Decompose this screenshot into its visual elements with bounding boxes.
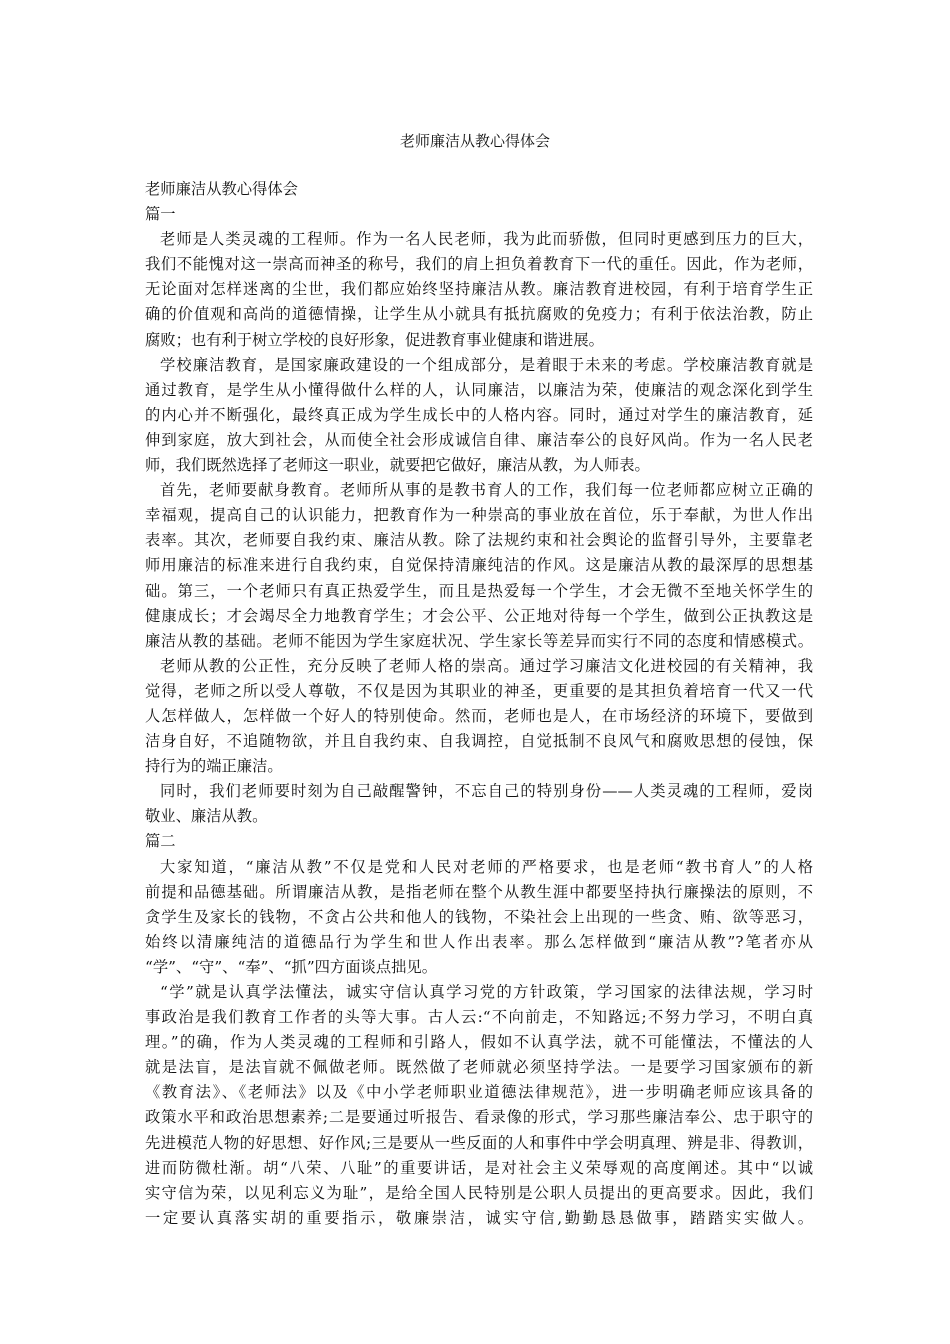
paragraph-line: 始终以清廉纯洁的道德品行为学生和世人作出表率。那么怎样做到“廉洁从教”?笔者亦从	[145, 932, 813, 951]
paragraph-line: 廉洁从教的基础。老师不能因为学生家庭状况、学生家长等差异而实行不同的态度和情感模式。	[145, 631, 813, 650]
paragraph-line: 础。第三，一个老师只有真正热爱学生，而且是热爱每一个学生，才会无微不至地关怀学生的	[145, 581, 813, 600]
paragraph-line: 实守信为荣，以见利忘义为耻”，是给全国人民特别是公职人员提出的更高要求。因此，我们	[145, 1183, 813, 1202]
paragraph-line: 先进模范人物的好思想、好作风;三是要从一些反面的人和事件中学会明真理、辨是非、得教训，	[145, 1133, 813, 1152]
paragraph-line: “学”就是认真学法懂法，诚实守信认真学习党的方针政策，学习国家的法律法规，学习时	[160, 983, 813, 1001]
paragraph-line: 大家知道，“廉洁从教”不仅是党和人民对老师的严格要求，也是老师“教书育人”的人格	[160, 857, 813, 876]
paragraph-line: 确的价值观和高尚的道德情操，让学生从小就具有抵抗腐败的免疫力；有利于依法治教，防止	[145, 305, 813, 324]
section-label: 篇二	[145, 832, 176, 851]
paragraph-line: 我们不能愧对这一崇高而神圣的称号，我们的肩上担负着教育下一代的重任。因此，作为老师，	[145, 255, 813, 274]
paragraph-line: 学校廉洁教育，是国家廉政建设的一个组成部分，是着眼于未来的考虑。学校廉洁教育就是	[160, 355, 813, 374]
document-heading: 老师廉洁从教心得体会	[145, 180, 298, 198]
paragraph-line: 通过教育，是学生从小懂得做什么样的人，认同廉洁，以廉洁为荣，使廉洁的观念深化到学生	[145, 380, 813, 399]
paragraph-line: 师，我们既然选择了老师这一职业，就要把它做好，廉洁从教，为人师表。	[145, 456, 650, 475]
paragraph-line: 持行为的端正廉洁。	[145, 757, 283, 776]
paragraph-line: 理。”的确，作为人类灵魂的工程师和引路人，假如不认真学法，就不可能懂法，不懂法的人	[145, 1033, 813, 1052]
paragraph-line: 一定要认真落实胡的重要指示，敬廉崇洁，诚实守信,勤勤恳恳做事，踏踏实实做人。	[145, 1208, 813, 1227]
paragraph-line: 老师从教的公正性，充分反映了老师人格的崇高。通过学习廉洁文化进校园的有关精神，我	[160, 656, 813, 675]
paragraph-line: 事政治是我们教育工作者的头等大事。古人云:“不向前走，不知路远;不努力学习，不明白真	[145, 1008, 813, 1027]
paragraph-line: 老师是人类灵魂的工程师。作为一名人民老师，我为此而骄傲，但同时更感到压力的巨大，	[160, 230, 813, 249]
paragraph-line: 就是法盲，是法盲就不佩做老师。既然做了老师就必须坚持学法。一是要学习国家颁布的新	[145, 1058, 813, 1077]
document-title: 老师廉洁从教心得体会	[399, 132, 550, 150]
paragraph-line: 前提和品德基础。所谓廉洁从教，是指老师在整个从教生涯中都要坚持执行廉操法的原则，不	[145, 882, 813, 901]
paragraph-line: 腐败；也有利于树立学校的良好形象，促进教育事业健康和谐进展。	[145, 330, 604, 349]
paragraph-line: 幸福观，提高自己的认识能力，把教育作为一种崇高的事业放在首位，乐于奉献，为世人作出	[145, 506, 813, 525]
paragraph-line: 政策水平和政治思想素养;二是要通过听报告、看录像的形式，学习那些廉洁奉公、忠于职守的	[145, 1108, 813, 1127]
document-body	[145, 177, 813, 1256]
paragraph-line: 洁身自好，不追随物欲，并且自我约束、自我调控，自觉抵制不良风气和腐败思想的侵蚀，保	[145, 732, 813, 751]
paragraph-line: 表率。其次，老师要自我约束、廉洁从教。除了法规约束和社会舆论的监督引导外，主要靠老	[145, 531, 813, 550]
paragraph-line: 无论面对怎样迷离的尘世，我们都应始终坚持廉洁从教。廉洁教育进校园，有利于培育学生正	[145, 280, 813, 299]
paragraph-line: 贪学生及家长的钱物，不贪占公共和他人的钱物，不染社会上出现的一些贪、贿、欲等恶习，	[145, 907, 813, 926]
paragraph-line: 师用廉洁的标准来进行自我约束，自觉保持清廉纯洁的作风。这是廉洁从教的最深厚的思想基	[145, 556, 813, 575]
paragraph-line: 《教育法》、《老师法》以及《中小学老师职业道德法律规范》，进一步明确老师应该具备的	[145, 1083, 813, 1102]
paragraph-line: “学”、“守”、“奉”、“抓”四方面谈点拙见。	[145, 957, 438, 976]
section-label: 篇一	[145, 205, 176, 224]
paragraph-line: 同时，我们老师要时刻为自己敲醒警钟，不忘自己的特别身份——人类灵魂的工程师，爱岗	[160, 782, 813, 801]
paragraph-line	[145, 1231, 813, 1256]
paragraph-line: 敬业、廉洁从教。	[145, 807, 268, 826]
paragraph-line: 伸到家庭，放大到社会，从而使全社会形成诚信自律、廉洁奉公的良好风尚。作为一名人民老	[145, 430, 813, 449]
paragraph-line: 觉得，老师之所以受人尊敬，不仅是因为其职业的神圣，更重要的是其担负着培育一代又一代	[145, 681, 813, 700]
paragraph-line: 进而防微杜渐。胡“八荣、八耻”的重要讲话，是对社会主义荣辱观的高度阐述。其中“以诚	[145, 1158, 813, 1177]
paragraph-line: 人怎样做人，怎样做一个好人的特别使命。然而，老师也是人，在市场经济的环境下，要做到	[145, 706, 813, 725]
paragraph-line: 健康成长；才会竭尽全力地教育学生；才会公平、公正地对待每一个学生，做到公正执教这是	[145, 606, 813, 625]
paragraph-line: 首先，老师要献身教育。老师所从事的是教书育人的工作，我们每一位老师都应树立正确的	[160, 481, 813, 500]
paragraph-line: 的内心并不断强化，最终真正成为学生成长中的人格内容。同时，通过对学生的廉洁教育，延	[145, 405, 813, 424]
